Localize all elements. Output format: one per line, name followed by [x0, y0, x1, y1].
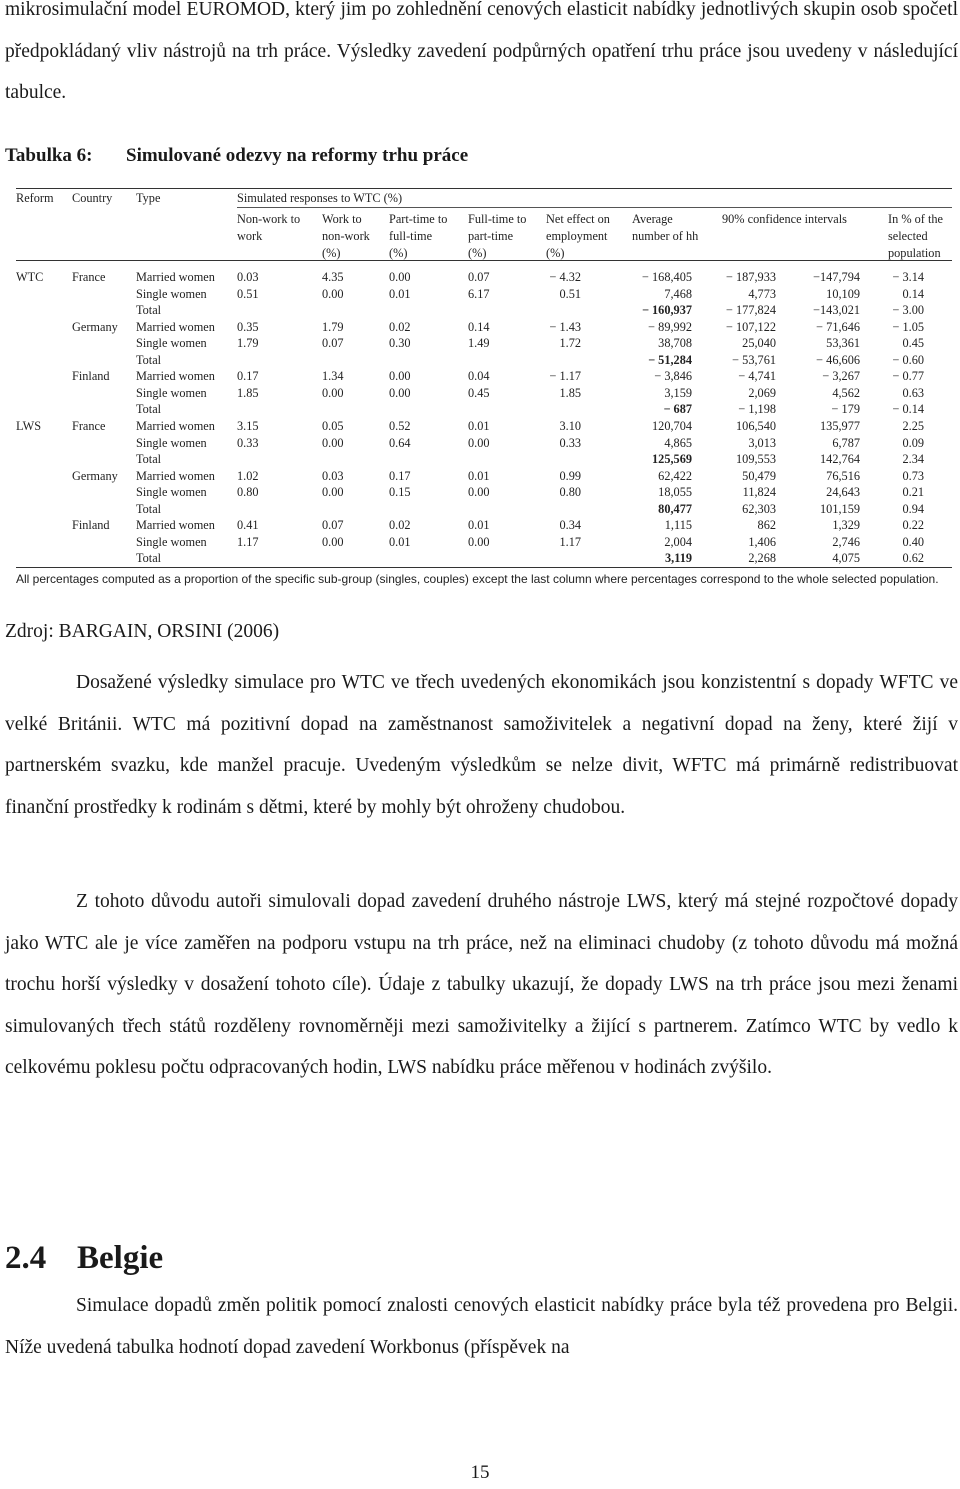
- cell-value: − 3.00: [892, 303, 924, 318]
- cell-value: − 187,933: [726, 270, 776, 284]
- cell-value: 2.34: [902, 452, 924, 467]
- col-header-reform: Reform: [16, 191, 54, 205]
- paragraph-lws: Z tohoto důvodu autoři simulovali dopad zavedení druhého nástroje LWS, který má stejné rozpočtové dopady jako WTC ale je více zaměřen na podporu vstupu na trh práce, než na eliminaci chudoby (z tohoto důvodu má možná trochu horší výsledky v dosažení tohoto cíle). Údaje z tabulky ukazují, že dopady LWS na trh práce jsou mezi ženami simulovaných třech států rozděleny rovnoměrněji mezi samoživitelky a žijící s partnerem. Zatímco WTC by vedlo k celkovému poklesu počtu odpracovaných hodin, LWS nabídku práce měřenou v hodinách zvýšilo.: [5, 891, 958, 1078]
- cell-value: 24,643: [826, 485, 860, 500]
- cell-value: −143,021: [813, 303, 860, 318]
- cell-value: 0.45: [902, 336, 924, 351]
- cell-type: Total: [136, 501, 162, 516]
- cell-value: 1.17: [559, 534, 581, 549]
- col-header-country: Country: [72, 191, 113, 205]
- cell-value: 0.00: [468, 485, 490, 500]
- cell-value: − 1.05: [892, 319, 924, 334]
- sub-header-text: part-time: [468, 229, 514, 243]
- cell-value: − 687: [663, 402, 692, 417]
- cell-value: 53,361: [826, 336, 860, 351]
- cell-value: 0.02: [389, 518, 411, 533]
- cell-reform: WTC: [16, 270, 44, 284]
- cell-value: 106,540: [736, 418, 776, 433]
- cell-value: 0.01: [468, 518, 490, 533]
- cell-country: Germany: [72, 319, 118, 334]
- cell-value: 0.07: [468, 270, 490, 284]
- sub-header-text: Work to: [322, 212, 362, 226]
- cell-value: 2,069: [748, 385, 776, 400]
- table-caption-title: Simulované odezvy na reformy trhu práce: [126, 145, 469, 166]
- cell-value: 0.62: [902, 551, 924, 566]
- sub-header-text: (%): [546, 246, 565, 260]
- cell-type: Single women: [136, 286, 207, 301]
- sub-header-text: (%): [389, 246, 408, 260]
- sub-header-text: Full-time to: [468, 212, 527, 226]
- table-top-rule: [16, 188, 952, 189]
- sub-header-text: Average: [632, 212, 673, 226]
- cell-type: Single women: [136, 336, 207, 351]
- cell-country: France: [72, 270, 106, 284]
- cell-value: 0.17: [389, 468, 411, 483]
- page-number: 15: [470, 1462, 490, 1483]
- cell-type: Single women: [136, 534, 207, 549]
- cell-value: 10,109: [826, 286, 860, 301]
- cell-type: Total: [136, 352, 162, 367]
- sub-header-text: Net effect on: [546, 212, 610, 226]
- results-table: [16, 187, 954, 592]
- cell-value: 0.33: [559, 435, 581, 450]
- cell-type: Single women: [136, 485, 207, 500]
- cell-value: 0.15: [389, 485, 411, 500]
- cell-value: 2,746: [832, 534, 860, 549]
- cell-value: 1,406: [748, 534, 776, 549]
- sub-header-text: population: [888, 246, 941, 260]
- table-footnote: All percentages computed as a proportion of the specific sub-group (singles, couples) except the last column where percentages correspond to the whole selected population.: [16, 572, 939, 586]
- cell-value: 135,977: [820, 418, 860, 433]
- sub-header-text: 90% confidence intervals: [722, 212, 847, 226]
- cell-value: 0.30: [389, 336, 411, 351]
- cell-type: Total: [136, 452, 162, 467]
- sub-header-text: employment: [546, 229, 608, 243]
- cell-value: 80,477: [658, 501, 692, 516]
- cell-value: − 3,846: [654, 369, 692, 384]
- cell-value: 1.85: [559, 385, 581, 400]
- sub-header-text: Non-work to: [237, 212, 301, 226]
- cell-value: 0.05: [322, 418, 344, 433]
- cell-value: 0.00: [322, 385, 344, 400]
- sub-header-text: In % of the: [888, 212, 943, 226]
- cell-value: 3.15: [237, 418, 259, 433]
- cell-value: − 1,198: [738, 402, 776, 417]
- cell-value: 0.99: [559, 468, 581, 483]
- cell-value: 0.51: [237, 286, 259, 301]
- cell-value: 0.41: [237, 518, 259, 533]
- cell-value: 109,553: [736, 452, 776, 467]
- cell-value: 4,075: [832, 551, 860, 566]
- cell-value: 3,013: [748, 435, 776, 450]
- cell-value: − 0.77: [892, 369, 924, 384]
- cell-value: − 53,761: [732, 352, 776, 367]
- cell-value: 0.34: [559, 518, 581, 533]
- intro-paragraph: mikrosimulační model EUROMOD, který jim po zohlednění cenových elasticit nabídky jednotlivých skupin osob spočetl předpokládaný vliv nástrojů na trh práce. Výsledky zavedení podpůrných opatření trhu práce jsou uvedeny v následující tabulce.: [5, 0, 958, 103]
- cell-value: 0.33: [237, 435, 259, 450]
- cell-value: 1,329: [832, 518, 860, 533]
- cell-value: 7,468: [664, 286, 692, 301]
- cell-value: 3.10: [559, 418, 581, 433]
- cell-value: − 168,405: [642, 270, 692, 284]
- cell-value: 0.00: [322, 435, 344, 450]
- cell-value: 11,824: [742, 485, 776, 500]
- cell-value: 2,004: [664, 534, 692, 549]
- section-title: Belgie: [77, 1240, 164, 1276]
- cell-value: 0.00: [322, 534, 344, 549]
- sub-header-text: work: [237, 229, 263, 243]
- cell-value: 4,865: [664, 435, 692, 450]
- cell-value: − 89,992: [648, 319, 692, 334]
- table-caption-label: Tabulka 6:: [5, 145, 93, 166]
- cell-type: Total: [136, 402, 162, 417]
- cell-value: − 3,267: [822, 369, 860, 384]
- cell-value: − 0.14: [892, 402, 924, 417]
- header-bottom-rule: [16, 260, 952, 261]
- cell-value: 0.63: [902, 385, 924, 400]
- sub-header-text: selected: [888, 229, 928, 243]
- cell-type: Married women: [136, 518, 215, 533]
- cell-value: 62,303: [742, 501, 776, 516]
- cell-value: 0.01: [468, 468, 490, 483]
- table-bottom-rule: [16, 567, 952, 568]
- cell-value: 1.85: [237, 385, 259, 400]
- cell-value: 0.09: [902, 435, 924, 450]
- cell-value: 0.01: [389, 534, 411, 549]
- cell-value: 1.17: [237, 534, 259, 549]
- cell-value: 0.07: [322, 336, 344, 351]
- cell-type: Married women: [136, 369, 215, 384]
- cell-reform: LWS: [16, 418, 42, 433]
- cell-value: 0.00: [322, 485, 344, 500]
- cell-value: 0.00: [389, 369, 411, 384]
- cell-value: 2.25: [902, 418, 924, 433]
- sub-header-text: (%): [322, 246, 341, 260]
- cell-value: 25,040: [742, 336, 776, 351]
- cell-value: 0.03: [322, 468, 344, 483]
- cell-value: 0.80: [237, 485, 259, 500]
- cell-value: − 51,284: [648, 352, 692, 367]
- cell-value: − 0.60: [892, 352, 924, 367]
- cell-value: − 1.43: [549, 319, 581, 334]
- cell-value: 0.52: [389, 418, 411, 433]
- cell-value: 0.00: [389, 270, 411, 284]
- cell-value: 4,773: [748, 286, 776, 301]
- cell-value: 0.73: [902, 468, 924, 483]
- section-heading: [5, 1236, 163, 1280]
- cell-type: Married women: [136, 319, 215, 334]
- cell-value: 1,115: [664, 518, 692, 533]
- cell-value: −147,794: [813, 270, 860, 284]
- cell-value: − 160,937: [641, 303, 692, 318]
- cell-value: 6.17: [468, 286, 490, 301]
- cell-value: 101,159: [820, 501, 860, 516]
- cell-value: 62,422: [658, 468, 692, 483]
- cell-value: 38,708: [658, 336, 692, 351]
- cell-value: 862: [757, 518, 776, 533]
- cell-type: Single women: [136, 385, 207, 400]
- cell-value: − 4,741: [738, 369, 776, 384]
- cell-type: Married women: [136, 418, 215, 433]
- cell-value: 1.49: [468, 336, 490, 351]
- cell-value: 0.40: [902, 534, 924, 549]
- cell-value: 125,569: [652, 452, 692, 467]
- cell-value: 0.21: [902, 485, 924, 500]
- cell-value: 120,704: [652, 418, 692, 433]
- col-header-type: Type: [136, 191, 161, 205]
- cell-value: 0.00: [322, 286, 344, 301]
- cell-value: 0.51: [559, 286, 581, 301]
- cell-value: 0.45: [468, 385, 490, 400]
- cell-country: Finland: [72, 518, 110, 533]
- sub-header-text: number of hh: [632, 229, 699, 243]
- cell-value: 1.79: [237, 336, 259, 351]
- source-note: Zdroj: BARGAIN, ORSINI (2006): [5, 621, 280, 642]
- cell-value: 50,479: [742, 468, 776, 483]
- cell-value: 3,119: [665, 551, 692, 566]
- cell-value: 0.07: [322, 518, 344, 533]
- cell-type: Single women: [136, 435, 207, 450]
- cell-value: 4,562: [832, 385, 860, 400]
- cell-value: 0.17: [237, 369, 259, 384]
- cell-value: 0.14: [468, 319, 490, 334]
- cell-value: 76,516: [826, 468, 860, 483]
- paragraph-belgium: Simulace dopadů změn politik pomocí znalosti cenových elasticit nabídky práce byla též provedena pro Belgii. Níže uvedená tabulka hodnotí dopad zavedení Workbonus (příspěvek na: [5, 1295, 958, 1358]
- cell-country: Germany: [72, 468, 118, 483]
- cell-value: − 107,122: [726, 319, 776, 334]
- cell-value: 0.22: [902, 518, 924, 533]
- cell-value: 4.35: [322, 270, 344, 284]
- cell-value: 0.64: [389, 435, 411, 450]
- cell-type: Total: [136, 551, 162, 566]
- col-header-group: Simulated responses to WTC (%): [237, 191, 403, 205]
- cell-value: 0.80: [559, 485, 581, 500]
- cell-value: 0.01: [389, 286, 411, 301]
- cell-value: − 4.32: [549, 270, 581, 284]
- sub-header-text: non-work: [322, 229, 370, 243]
- cell-value: 142,764: [820, 452, 860, 467]
- sub-header-text: full-time: [389, 229, 433, 243]
- cell-value: − 177,824: [726, 303, 776, 318]
- cell-country: Finland: [72, 369, 110, 384]
- cell-value: 0.02: [389, 319, 411, 334]
- cell-value: 0.00: [468, 435, 490, 450]
- cell-value: 0.00: [389, 385, 411, 400]
- cell-value: 0.14: [902, 286, 924, 301]
- cell-value: 0.00: [468, 534, 490, 549]
- cell-value: − 3.14: [892, 270, 924, 284]
- cell-type: Total: [136, 303, 162, 318]
- cell-value: 0.04: [468, 369, 490, 384]
- cell-value: 1.72: [559, 336, 581, 351]
- cell-value: 1.02: [237, 468, 259, 483]
- cell-value: − 71,646: [816, 319, 860, 334]
- sub-header-text: (%): [468, 246, 487, 260]
- section-number: 2.4: [5, 1240, 47, 1276]
- cell-value: 1.34: [322, 369, 344, 384]
- cell-value: 6,787: [832, 435, 860, 450]
- cell-country: France: [72, 418, 106, 433]
- cell-value: 0.35: [237, 319, 259, 334]
- cell-value: − 179: [831, 402, 860, 417]
- cell-value: 0.01: [468, 418, 490, 433]
- cell-value: 0.03: [237, 270, 259, 284]
- cell-value: − 46,606: [816, 352, 860, 367]
- group-header-rule: [237, 207, 952, 208]
- cell-value: 18,055: [658, 485, 692, 500]
- cell-value: 0.94: [902, 501, 924, 516]
- sub-header-text: Part-time to: [389, 212, 448, 226]
- paragraph-results: Dosažené výsledky simulace pro WTC ve třech uvedených ekonomikách jsou konzistentní s dopady WFTC ve velké Británii. WTC má pozitivní dopad na zaměstnanost samoživitelek a negativní dopad na ženy, které žijí v partnerském svazku, kde manžel pracuje. Uvedeným výsledkům se nelze divit, WFTC má primárně redistribuovat finanční prostředky k rodinám s dětmi, které by mohly být ohroženy chudobou.: [5, 672, 958, 818]
- table-caption: [5, 145, 468, 167]
- cell-value: 2,268: [748, 551, 776, 566]
- cell-type: Married women: [136, 468, 215, 483]
- cell-type: Married women: [136, 270, 215, 284]
- cell-value: 1.79: [322, 319, 344, 334]
- cell-value: 3,159: [664, 385, 692, 400]
- cell-value: − 1.17: [549, 369, 581, 384]
